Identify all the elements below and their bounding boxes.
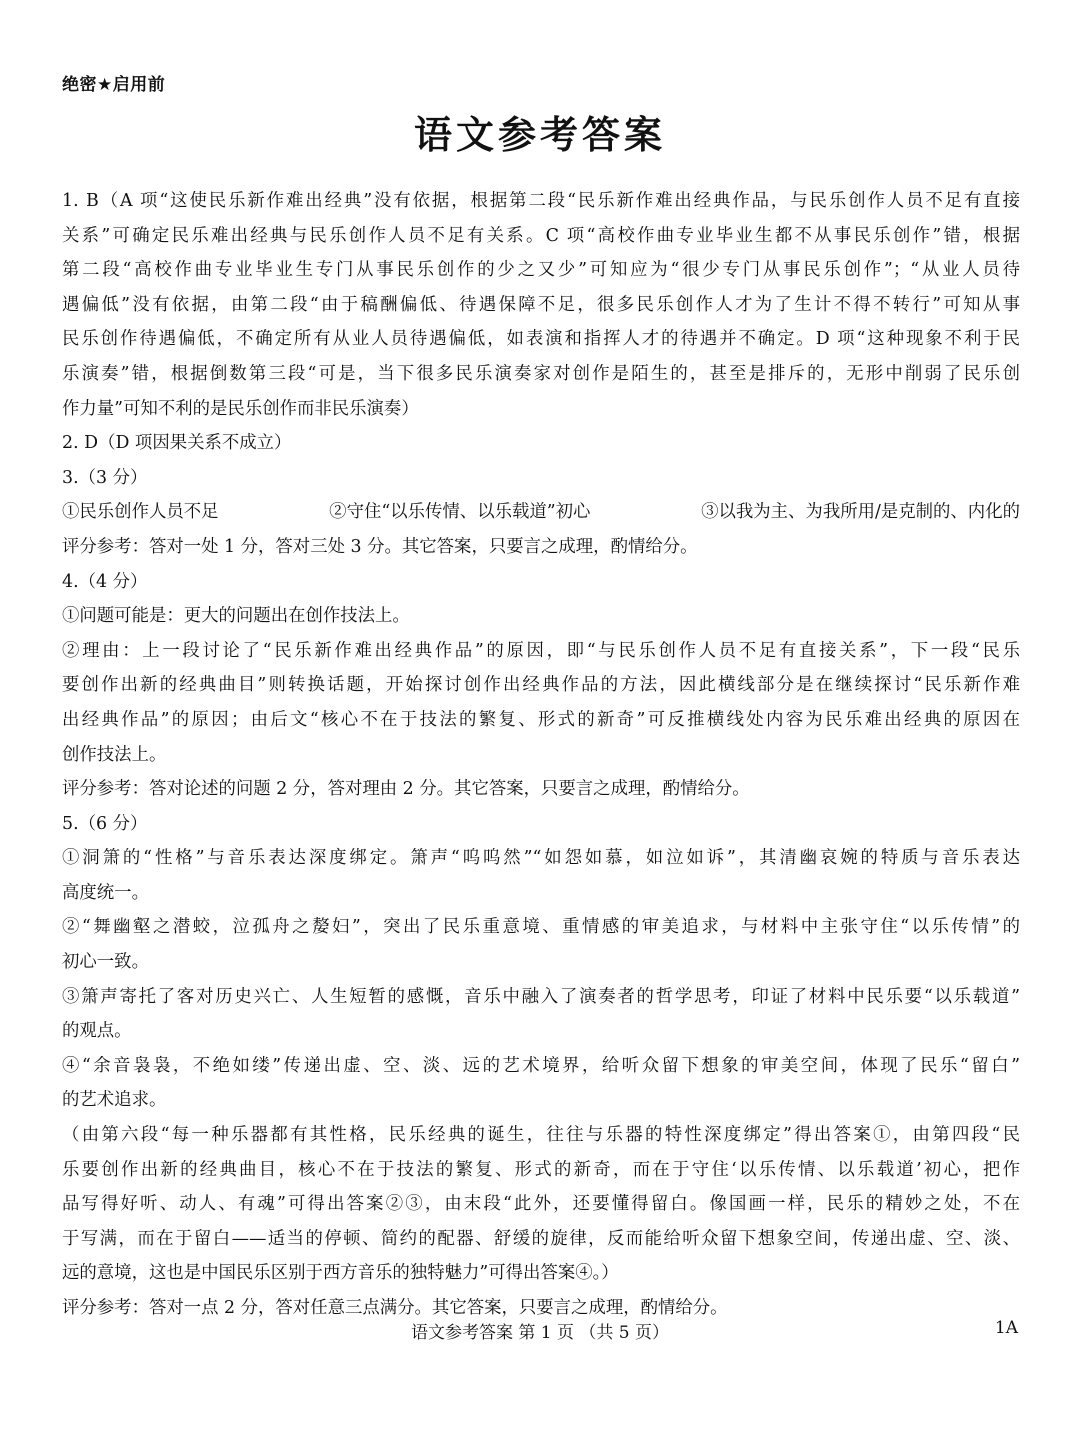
q3-answer-2: ②守住“以乐传情、以乐载道”初心 [329, 502, 591, 523]
text-line: 4.（4 分） [62, 571, 148, 592]
text-line: 关系”可确定民乐难出经典与民乐创作人员不足有关系。C 项“高校作曲专业毕业生都不从事民乐创作”错，根据 [62, 225, 1020, 246]
text-line: 2. D（D 项因果关系不成立） [62, 433, 292, 454]
text-line: 乐要创作出新的经典曲目，核心不在于技法的繁复、形式的新奇，而在于守住‘以乐传情、以乐载道’初心，把作 [62, 1159, 1020, 1180]
text-line: 远的意境，这也是中国民乐区别于西方音乐的独特魅力”可得出答案④。） [62, 1263, 619, 1284]
text-line: ①洞箫的“性格”与音乐表达深度绑定。箫声“呜呜然”“如怨如慕，如泣如诉”，其清幽哀婉的特质与音乐表达 [62, 848, 1020, 869]
paper-code: 1A [994, 1318, 1018, 1338]
text-line: 出经典作品”的原因；由后文“核心不在于技法的繁复、形式的新奇”可反推横线处内容为民乐难出经典的原因在 [62, 709, 1020, 730]
secret-label: 绝密★启用前 [62, 75, 166, 95]
text-line: 3.（3 分） [62, 467, 148, 488]
text-line: ①问题可能是：更大的问题出在创作技法上。 [62, 606, 410, 627]
text-line: ②“舞幽壑之潜蛟，泣孤舟之嫠妇”，突出了民乐重意境、重情感的审美追求，与材料中主张守住“以乐传情”的 [62, 917, 1020, 938]
text-line: 1. B（A 项“这使民乐新作难出经典”没有依据，根据第二段“民乐新作难出经典作品，与民乐创作人员不足有直接 [62, 191, 1020, 211]
text-line: 遇偏低”没有依据，由第二段“由于稿酬偏低、待遇保障不足，很多民乐创作人才为了生计不得不转行”可知从事 [62, 294, 1020, 315]
text-line: 创作技法上。 [62, 744, 167, 765]
q3-answer-3: ③以我为主、为我所用/是克制的、内化的 [701, 502, 1020, 523]
text-line: 第二段“高校作曲专业毕业生专门从事民乐创作的少之又少”可知应为“很少专门从事民乐创作”；“从业人员待 [62, 260, 1020, 281]
text-line: 评分参考：答对一处 1 分，答对三处 3 分。其它答案，只要言之成理，酌情给分。 [62, 536, 698, 557]
text-line: 作力量”可知不利的是民乐创作而非民乐演奏） [62, 398, 419, 419]
text-line: （由第六段“每一种乐器都有其性格，民乐经典的诞生，往往与乐器的特性深度绑定”得出答案①，由第四段“民 [62, 1125, 1020, 1146]
text-line: 评分参考：答对一点 2 分，答对任意三点满分。其它答案，只要言之成理，酌情给分。 [62, 1298, 728, 1318]
text-line: 的观点。 [62, 1021, 132, 1042]
text-line: 民乐创作待遇偏低，不确定所有从业人员待遇偏低，如表演和指挥人才的待遇并不确定。D 项“这种现象不利于民 [62, 329, 1020, 350]
text-line: 于写满，而在于留白——适当的停顿、简约的配器、舒缓的旋律，反而能给听众留下想象空间，传递出虚、空、淡、 [62, 1228, 1020, 1249]
text-line: 评分参考：答对论述的问题 2 分，答对理由 2 分。其它答案，只要言之成理，酌情给分。 [62, 779, 750, 800]
text-line: ④“余音袅袅，不绝如缕”传递出虚、空、淡、远的艺术境界，给听众留下想象的审美空间，体现了民乐“留白” [62, 1055, 1020, 1076]
text-line: 的艺术追求。 [62, 1090, 167, 1111]
page-footer: 语文参考答案 第 1 页 （共 5 页） [410, 1323, 670, 1343]
q3-answer-1: ①民乐创作人员不足 [62, 502, 219, 523]
text-line: 初心一致。 [62, 952, 149, 973]
page-title: 语文参考答案 [413, 113, 666, 157]
answer-body [62, 184, 1020, 1326]
text-line: ②理由：上一段讨论了“民乐新作难出经典作品”的原因，即“与民乐创作人员不足有直接关系”，下一段“民乐 [62, 640, 1020, 661]
text-line: 5.（6 分） [62, 813, 148, 834]
text-line: 要创作出新的经典曲目”则转换话题，开始探讨创作出经典作品的方法，因此横线部分是在继续探讨“民乐新作难 [62, 675, 1020, 696]
text-line: ③箫声寄托了客对历史兴亡、人生短暂的感慨，音乐中融入了演奏者的哲学思考，印证了材料中民乐要“以乐载道” [62, 986, 1020, 1007]
text-line: 品写得好听、动人、有魂”可得出答案②③，由末段“此外，还要懂得留白。像国画一样，民乐的精妙之处，不在 [62, 1194, 1020, 1215]
text-line: 乐演奏”错，根据倒数第三段“可是，当下很多民乐演奏家对创作是陌生的，甚至是排斥的，无形中削弱了民乐创 [62, 363, 1020, 384]
text-line: 高度统一。 [62, 882, 149, 903]
q3-answer-row [62, 495, 1020, 530]
